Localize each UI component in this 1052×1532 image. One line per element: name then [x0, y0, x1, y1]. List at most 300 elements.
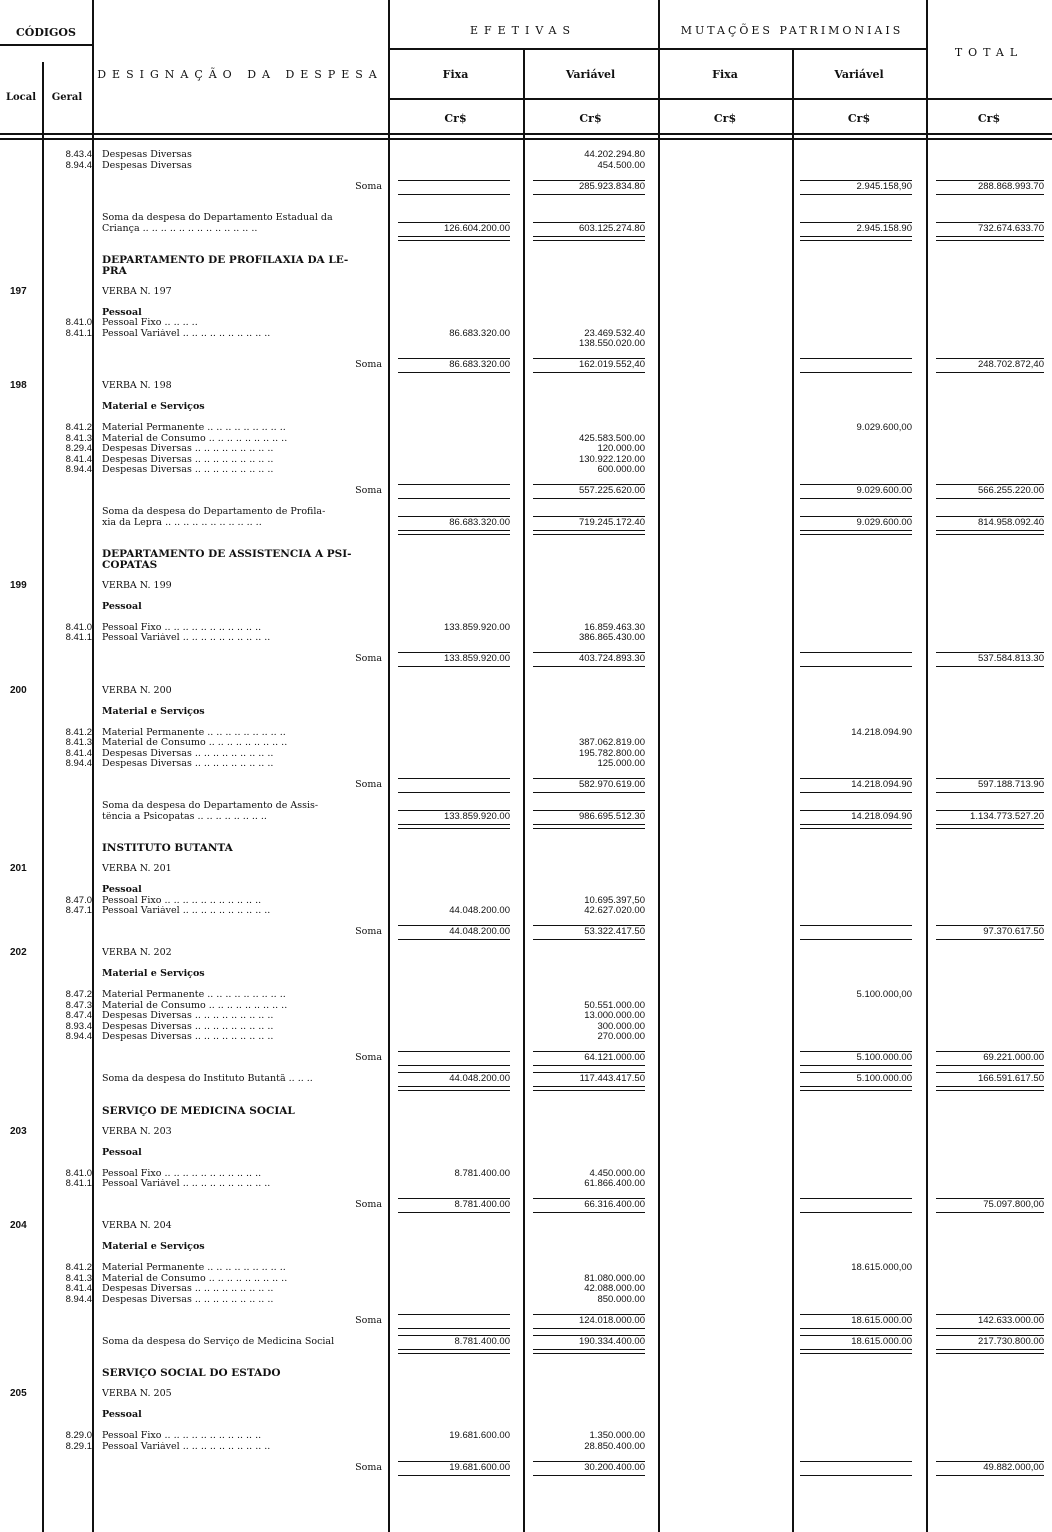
- cell-desc: Soma da despesa do Departamento de Assis-: [102, 801, 319, 811]
- sum-rule: [936, 222, 1044, 223]
- table-row: [0, 224, 1052, 235]
- spacer: [0, 1116, 1052, 1127]
- sum-rule: [800, 358, 912, 359]
- cell-var: 190.334.400.00: [578, 1335, 645, 1347]
- cell-var: 42.088.000.00: [584, 1283, 645, 1294]
- cell-var: 13.000.000.00: [584, 1010, 645, 1021]
- sum-rule: [398, 1051, 510, 1052]
- cell-geral: 8.47.3: [65, 999, 92, 1011]
- cell-local: 201: [10, 863, 27, 874]
- table-row: [0, 1337, 1052, 1348]
- cell-fixa: 133.859.920.00: [443, 621, 510, 633]
- table-row: [0, 896, 1052, 907]
- table-row: [0, 287, 1052, 298]
- cell-total: 597.188.713.90: [977, 779, 1044, 790]
- cell-desc: Pessoal: [102, 307, 142, 318]
- sum-rule: [936, 1314, 1044, 1315]
- cell-desc: Soma: [355, 1200, 382, 1210]
- table-row: [0, 1389, 1052, 1400]
- currency-fixa: Cr$: [444, 112, 467, 125]
- cell-mvar: 9.029.600,00: [856, 422, 912, 433]
- sum-rule: [398, 1198, 510, 1199]
- cell-local: 204: [10, 1220, 27, 1231]
- cell-mvar: 18.615.000,00: [851, 1262, 912, 1273]
- cell-var: 270.000.00: [597, 1031, 645, 1042]
- sum-rule: [533, 222, 645, 223]
- sum-rule: [398, 484, 510, 485]
- cell-desc: Material e Serviços: [102, 1242, 205, 1252]
- cell-mvar: 18.615.000.00: [851, 1314, 912, 1326]
- cell-desc: Material e Serviços: [102, 969, 205, 979]
- spacer: [0, 1421, 1052, 1432]
- table-row: [0, 1127, 1052, 1138]
- cell-desc: VERBA N. 202: [102, 948, 172, 958]
- cell-mvar: 14.218.094.90: [851, 810, 912, 822]
- table-row: [0, 707, 1052, 718]
- cell-var: 300.000.00: [597, 1020, 645, 1032]
- cell-var: 425.583.500.00: [578, 432, 645, 444]
- sum-rule: [533, 1314, 645, 1315]
- sum-rule: [533, 778, 645, 779]
- cell-desc: SERVIÇO DE MEDICINA SOCIAL: [102, 1105, 295, 1116]
- sum-rule: [533, 810, 645, 811]
- header-geral: Geral: [51, 92, 83, 103]
- table-row: [0, 1431, 1052, 1442]
- cell-fixa: 44.048.200.00: [449, 926, 510, 937]
- table-row: [0, 329, 1052, 340]
- spacer: [0, 875, 1052, 886]
- table-header: [0, 0, 1052, 150]
- cell-desc: Pessoal: [102, 1410, 142, 1420]
- spacer: [0, 297, 1052, 308]
- cell-var: 719.245.172.40: [578, 516, 645, 528]
- cell-var: 557.225.620.00: [578, 485, 645, 496]
- cell-var: 403.724.893.30: [578, 653, 645, 664]
- cell-desc: Pessoal: [102, 885, 142, 895]
- cell-desc: Despesas Diversas .. .. .. .. .. .. .. .. ..: [102, 748, 274, 759]
- table-row: [0, 1011, 1052, 1022]
- sum-rule: [398, 1461, 510, 1462]
- cell-desc: Pessoal Fixo .. .. .. .. .. .. .. .. .. .. ..: [102, 895, 262, 906]
- cell-geral: 8.41.2: [65, 422, 92, 433]
- cell-desc: Soma: [355, 486, 382, 496]
- sum-rule: [800, 1072, 912, 1073]
- sum-rule: [533, 1051, 645, 1052]
- cell-desc: Pessoal Fixo .. .. .. .. .. .. .. .. .. .. ..: [102, 1431, 262, 1441]
- cell-geral: 8.41.0: [65, 317, 92, 328]
- cell-mvar: 9.029.600.00: [856, 516, 912, 528]
- cell-geral: 8.29.4: [65, 443, 92, 454]
- sum-rule: [800, 1335, 912, 1336]
- cell-desc: VERBA N. 200: [102, 685, 172, 696]
- cell-var: 66.316.400.00: [584, 1199, 645, 1210]
- table-row: [0, 581, 1052, 592]
- sum-rule: [800, 1461, 912, 1462]
- spacer: [0, 717, 1052, 728]
- cell-desc: Soma: [355, 780, 382, 790]
- cell-fixa: 86.683.320.00: [449, 516, 510, 528]
- table-row: [0, 1274, 1052, 1285]
- cell-desc: Pessoal Variável .. .. .. .. .. .. .. .. .. ..: [102, 906, 271, 916]
- cell-var: 81.080.000.00: [584, 1272, 645, 1284]
- table-row: [0, 1263, 1052, 1274]
- cell-desc: Soma da despesa do Serviço de Medicina Social: [102, 1336, 335, 1347]
- sum-rule: [800, 222, 912, 223]
- cell-fixa: 8.781.400.00: [454, 1167, 510, 1179]
- cell-desc: COPATAS: [102, 559, 158, 570]
- cell-desc: VERBA N. 204: [102, 1221, 172, 1231]
- sum-rule: [398, 1072, 510, 1073]
- cell-mvar: 2.945.158.90: [856, 222, 912, 234]
- spacer: [0, 791, 1052, 802]
- cell-desc: VERBA N. 198: [102, 381, 172, 391]
- cell-geral: 8.41.1: [65, 327, 92, 339]
- header-codigos: CÓDIGOS: [16, 26, 76, 39]
- cell-var: 23.469.532.40: [584, 327, 645, 339]
- cell-fixa: 133.859.920.00: [443, 810, 510, 822]
- table-row: [0, 749, 1052, 760]
- table-row: [0, 381, 1052, 392]
- cell-geral: 8.41.4: [65, 1283, 92, 1294]
- cell-desc: Despesas Diversas: [102, 160, 192, 171]
- currency-mut-variavel: Cr$: [847, 112, 871, 125]
- cell-desc: Material e Serviços: [102, 706, 205, 717]
- table-row: [0, 906, 1052, 917]
- cell-geral: 8.43.4: [65, 149, 92, 160]
- cell-var: 600.000.00: [597, 464, 645, 475]
- table-row: [0, 402, 1052, 413]
- sum-rule: [936, 810, 1044, 811]
- sum-rule: [533, 516, 645, 517]
- table-row: [0, 1001, 1052, 1012]
- cell-var: 30.200.400.00: [584, 1461, 645, 1473]
- table-body: [0, 150, 1052, 1473]
- table-row: [0, 728, 1052, 739]
- currency-mut-fixa: Cr$: [713, 112, 737, 125]
- cell-fixa: 44.048.200.00: [449, 1073, 510, 1084]
- total-rule: [936, 1475, 1044, 1476]
- cell-desc: Pessoal: [102, 601, 142, 612]
- spacer: [0, 1158, 1052, 1169]
- sum-rule: [800, 1051, 912, 1052]
- sum-rule: [800, 925, 912, 926]
- cell-total: 75.097.800,00: [983, 1199, 1044, 1210]
- table-row: [0, 465, 1052, 476]
- cell-geral: 8.94.4: [65, 1293, 92, 1305]
- table-row: [0, 1284, 1052, 1295]
- sum-rule: [398, 358, 510, 359]
- table-row: [0, 969, 1052, 980]
- spacer: [0, 959, 1052, 970]
- table-row: [0, 864, 1052, 875]
- spacer: [0, 392, 1052, 403]
- cell-desc: Soma: [355, 360, 382, 370]
- soma-row: [0, 360, 1052, 371]
- table-row: [0, 1032, 1052, 1043]
- table-row: [0, 1179, 1052, 1190]
- cell-desc: Despesas Diversas .. .. .. .. .. .. .. .. ..: [102, 465, 274, 475]
- sum-rule: [936, 925, 1044, 926]
- cell-total: 566.255.220.00: [977, 485, 1044, 496]
- spacer: [0, 497, 1052, 508]
- sum-rule: [800, 652, 912, 653]
- table-row: [0, 633, 1052, 644]
- sum-rule: [936, 1198, 1044, 1199]
- cell-total: 537.584.813.30: [977, 653, 1044, 664]
- total-rule: [533, 1475, 645, 1476]
- soma-row: [0, 1463, 1052, 1474]
- soma-row: [0, 654, 1052, 665]
- spacer: [0, 1347, 1052, 1368]
- cell-desc: Material e Serviços: [102, 402, 205, 412]
- spacer: [0, 1085, 1052, 1106]
- cell-geral: 8.41.3: [65, 737, 92, 748]
- cell-geral: 8.41.2: [65, 726, 92, 738]
- table-row: [0, 1074, 1052, 1085]
- spacer: [0, 1211, 1052, 1222]
- spacer: [0, 570, 1052, 581]
- cell-desc: xia da Lepra .. .. .. .. .. .. .. .. .. .. ..: [102, 517, 262, 528]
- sum-rule: [533, 1461, 645, 1462]
- cell-fixa: 19.681.600.00: [449, 1430, 510, 1441]
- soma-row: [0, 182, 1052, 193]
- spacer: [0, 854, 1052, 865]
- cell-var: 125.000.00: [597, 758, 645, 769]
- cell-mvar: 5.100.000,00: [856, 989, 912, 1000]
- sum-rule: [936, 180, 1044, 181]
- cell-desc: Soma: [355, 927, 382, 937]
- cell-mvar: 14.218.094.90: [851, 726, 912, 738]
- soma-row: [0, 486, 1052, 497]
- cell-desc: Material de Consumo .. .. .. .. .. .. .. .. ..: [102, 738, 288, 748]
- sum-rule: [800, 484, 912, 485]
- cell-geral: 8.41.1: [65, 1178, 92, 1189]
- cell-desc: VERBA N. 203: [102, 1126, 172, 1137]
- cell-mvar: 2.945.158,90: [856, 180, 912, 192]
- cell-geral: 8.47.2: [65, 989, 92, 1000]
- soma-row: [0, 1053, 1052, 1064]
- cell-fixa: 126.604.200.00: [443, 222, 510, 234]
- sum-rule: [398, 778, 510, 779]
- section-heading: [0, 843, 1052, 854]
- header-mutacoes: MUTAÇÕES PATRIMONIAIS: [680, 24, 904, 37]
- sum-rule: [800, 180, 912, 181]
- spacer: [0, 276, 1052, 287]
- cell-fixa: 19.681.600.00: [449, 1461, 510, 1473]
- cell-var: 1.350.000.00: [589, 1430, 645, 1441]
- sum-rule: [398, 1335, 510, 1336]
- sum-rule: [936, 778, 1044, 779]
- sum-rule: [800, 810, 912, 811]
- cell-total: 49.882.000,00: [983, 1461, 1044, 1473]
- cell-geral: 8.94.4: [65, 758, 92, 769]
- sum-rule: [533, 1072, 645, 1073]
- cell-desc: Material de Consumo .. .. .. .. .. .. .. .. ..: [102, 1000, 288, 1011]
- cell-var: 120.000.00: [597, 443, 645, 454]
- cell-desc: Soma: [355, 1462, 382, 1473]
- table-row: [0, 623, 1052, 634]
- spacer: [0, 1400, 1052, 1411]
- soma-row: [0, 1316, 1052, 1327]
- table-row: [0, 1022, 1052, 1033]
- spacer: [0, 528, 1052, 549]
- section-heading: [0, 549, 1052, 560]
- cell-local: 205: [10, 1388, 27, 1399]
- cell-local: 199: [10, 579, 27, 591]
- cell-desc: Pessoal Fixo .. .. .. .. .. .. .. .. .. .. ..: [102, 1168, 262, 1179]
- spacer: [0, 192, 1052, 213]
- table-row: [0, 318, 1052, 329]
- cell-desc: Pessoal: [102, 1147, 142, 1158]
- header-mut-fixa: Fixa: [712, 68, 738, 81]
- cell-desc: Despesas Diversas: [102, 150, 192, 160]
- sum-rule: [936, 484, 1044, 485]
- cell-desc: Pessoal Variável .. .. .. .. .. .. .. .. .. ..: [102, 633, 271, 643]
- cell-desc: Pessoal Variável .. .. .. .. .. .. .. .. .. ..: [102, 1179, 271, 1189]
- cell-desc: Pessoal Variável .. .. .. .. .. .. .. .. .. ..: [102, 328, 271, 339]
- section-heading: [0, 1368, 1052, 1379]
- cell-desc: PRA: [102, 265, 127, 276]
- spacer: [0, 1232, 1052, 1243]
- sum-rule: [398, 1314, 510, 1315]
- cell-var: 603.125.274.80: [578, 222, 645, 234]
- table-row: [0, 150, 1052, 161]
- cell-desc: DEPARTAMENTO DE ASSISTENCIA A PSI-: [102, 549, 352, 560]
- section-heading: [0, 560, 1052, 571]
- cell-desc: Soma: [355, 654, 382, 664]
- cell-total: 732.674.633.70: [977, 222, 1044, 234]
- sum-rule: [398, 925, 510, 926]
- sum-rule: [533, 925, 645, 926]
- cell-geral: 8.41.2: [65, 1262, 92, 1273]
- table-row: [0, 812, 1052, 823]
- cell-var: 50.551.000.00: [584, 999, 645, 1011]
- header-designacao: DESIGNAÇÃO DA DESPESA: [97, 68, 383, 81]
- table-row: [0, 339, 1052, 350]
- header-fixa: Fixa: [442, 68, 469, 81]
- cell-geral: 8.94.4: [65, 1031, 92, 1042]
- total-rule: [398, 1475, 510, 1476]
- cell-desc: VERBA N. 205: [102, 1389, 172, 1399]
- cell-desc: VERBA N. 197: [102, 286, 172, 297]
- cell-var: 117.443.417.50: [579, 1073, 645, 1084]
- sum-rule: [533, 180, 645, 181]
- cell-desc: Soma da despesa do Departamento de Profila-: [102, 507, 326, 517]
- sum-rule: [800, 1198, 912, 1199]
- cell-desc: Despesas Diversas .. .. .. .. .. .. .. .. ..: [102, 1032, 274, 1042]
- cell-desc: VERBA N. 199: [102, 580, 172, 591]
- sum-rule: [800, 516, 912, 517]
- cell-local: 202: [10, 947, 27, 958]
- cell-desc: Despesas Diversas .. .. .. .. .. .. .. .. ..: [102, 759, 274, 769]
- cell-fixa: 8.781.400.00: [454, 1335, 510, 1347]
- cell-desc: Criança .. .. .. .. .. .. .. .. .. .. .. .. ..: [102, 223, 258, 234]
- cell-desc: Material Permanente .. .. .. .. .. .. .. .. ..: [102, 423, 286, 433]
- soma-row: [0, 1200, 1052, 1211]
- cell-total: 248.702.872,40: [977, 359, 1044, 370]
- cell-geral: 8.41.0: [65, 1167, 92, 1179]
- cell-var: 285.923.834.80: [578, 180, 645, 192]
- cell-desc: Material Permanente .. .. .. .. .. .. .. .. ..: [102, 727, 286, 738]
- cell-mvar: 9.029.600.00: [856, 485, 912, 496]
- cell-geral: 8.47.0: [65, 894, 92, 906]
- cell-desc: SERVIÇO SOCIAL DO ESTADO: [102, 1368, 281, 1379]
- table-row: [0, 738, 1052, 749]
- cell-desc: Soma: [355, 1315, 382, 1326]
- table-row: [0, 1242, 1052, 1253]
- sum-rule: [936, 358, 1044, 359]
- cell-mvar: 18.615.000.00: [851, 1335, 912, 1347]
- cell-desc: Soma: [355, 181, 382, 192]
- cell-var: 124.018.000.00: [578, 1314, 645, 1326]
- spacer: [0, 822, 1052, 843]
- cell-desc: Despesas Diversas .. .. .. .. .. .. .. .. ..: [102, 1021, 274, 1032]
- currency-variavel: Cr$: [579, 112, 602, 125]
- cell-mvar: 5.100.000.00: [856, 1073, 912, 1084]
- spacer: [0, 234, 1052, 255]
- cell-desc: Material Permanente .. .. .. .. .. .. .. .. ..: [102, 990, 286, 1000]
- cell-total: 142.633.000.00: [977, 1314, 1044, 1326]
- cell-var: 42.627.020.00: [584, 905, 645, 916]
- cell-desc: VERBA N. 201: [102, 864, 172, 874]
- spacer: [0, 665, 1052, 686]
- currency-total: Cr$: [977, 112, 1001, 125]
- table-row: [0, 990, 1052, 1001]
- header-efetivas: EFETIVAS: [469, 24, 577, 37]
- cell-var: 130.922.120.00: [578, 453, 645, 465]
- cell-var: 138.550.020.00: [578, 338, 645, 349]
- table-row: [0, 1169, 1052, 1180]
- total-rule: [800, 1475, 912, 1476]
- cell-desc: Material Permanente .. .. .. .. .. .. .. .. ..: [102, 1263, 286, 1273]
- cell-geral: 8.29.0: [65, 1430, 92, 1441]
- cell-desc: INSTITUTO BUTANTÃ: [102, 843, 233, 854]
- cell-total: 69.221.000.00: [983, 1052, 1044, 1063]
- table-row: [0, 308, 1052, 319]
- cell-desc: Soma: [355, 1053, 382, 1063]
- table-row: [0, 1410, 1052, 1421]
- cell-var: 64.121.000.00: [584, 1052, 645, 1063]
- cell-var: 61.866.400.00: [584, 1178, 645, 1189]
- cell-geral: 8.94.4: [65, 159, 92, 171]
- soma-row: [0, 780, 1052, 791]
- cell-fixa: 44.048.200.00: [449, 905, 510, 916]
- sum-rule: [800, 1314, 912, 1315]
- cell-local: 197: [10, 285, 27, 297]
- sum-rule: [398, 810, 510, 811]
- header-total: TOTAL: [954, 46, 1024, 59]
- cell-var: 53.322.417.50: [584, 926, 645, 937]
- cell-desc: Despesas Diversas .. .. .. .. .. .. .. .. ..: [102, 1294, 274, 1305]
- cell-var: 44.202.294.80: [584, 149, 645, 160]
- sum-rule: [936, 1072, 1044, 1073]
- spacer: [0, 938, 1052, 949]
- spacer: [0, 1137, 1052, 1148]
- sum-rule: [936, 1335, 1044, 1336]
- cell-var: 850.000.00: [597, 1293, 645, 1305]
- sum-rule: [533, 484, 645, 485]
- table-row: [0, 518, 1052, 529]
- spacer: [0, 591, 1052, 602]
- cell-desc: DEPARTAMENTO DE PROFILAXIA DA LE-: [102, 255, 349, 266]
- cell-fixa: 86.683.320.00: [449, 327, 510, 339]
- cell-geral: 8.93.4: [65, 1020, 92, 1032]
- table-row: [0, 1148, 1052, 1159]
- cell-geral: 8.41.4: [65, 453, 92, 465]
- sum-rule: [533, 1198, 645, 1199]
- cell-local: 200: [10, 684, 27, 696]
- sum-rule: [800, 778, 912, 779]
